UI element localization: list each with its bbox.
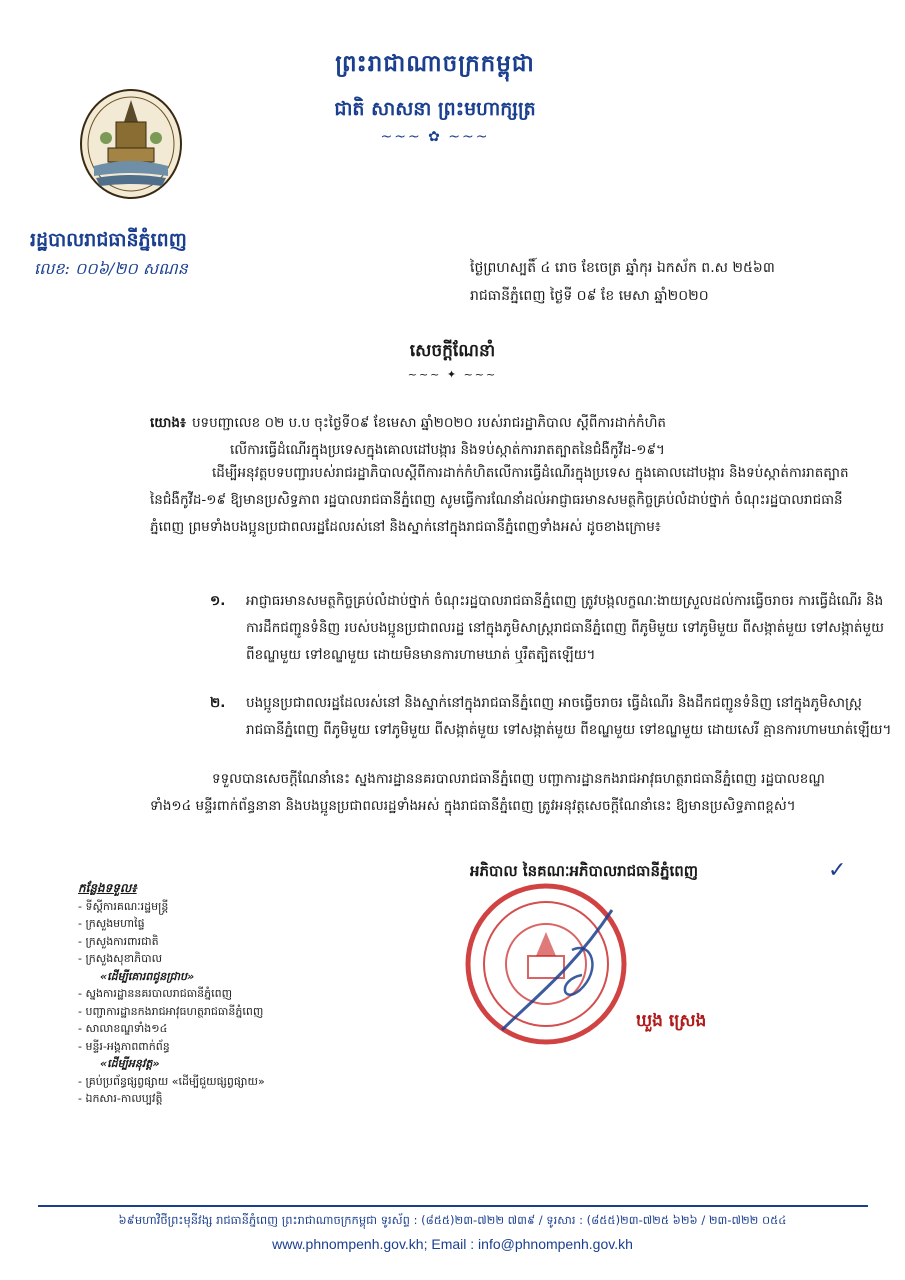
item-number: ២. [210,695,226,711]
item-text: បងប្អូនប្រជាពលរដ្ឋដែលរស់នៅ និងស្នាក់នៅក្នុងរាជធានីភ្នំពេញ អាចធ្វើចរាចរ ធ្វើដំណើរ និងដឹកជញ្ជូនទំនិញ នៅក្នុងភូមិសាស្ត្ររាជធានីភ្នំពេញ ពីភូមិមួយ ទៅភូមិមួយ ពីសង្កាត់មួយ ទៅសង្កាត់មួយ ពីខណ្ឌមួយ ទៅខណ្ឌមួយ ដោយសេរី គ្មានការហាមឃាត់ឡើយ។ [246,695,892,738]
national-motto: ជាតិ សាសនា ព្រះមហាក្សត្រ [334,98,536,120]
reference-number: លេខ: ០០៦/២០ សណន [34,259,188,278]
header-ornament: ~~~ ✿ ~~~ [380,129,490,145]
signature-mark: ✓ [828,858,847,883]
reference-label: យោង៖ [150,415,186,431]
item-text: អាជ្ញាធរមានសមត្ថកិច្ចគ្រប់លំដាប់ថ្នាក់ ចំណុះរដ្ឋបាលរាជធានីភ្នំពេញ ត្រូវបង្កលក្ខណៈងាយស្រួលដល់ការធ្វើចរាចរ ការធ្វើដំណើរ និងការដឹកជញ្ជូនទំនិញ របស់បងប្អូនប្រជាពលរដ្ឋ នៅក្នុងភូមិសាស្ត្ររាជធានីភ្នំពេញ ពីភូមិមួយ ទៅភូមិមួយ ពីសង្កាត់មួយ ទៅសង្កាត់មួយ ពីខណ្ឌមួយ ទៅខណ្ឌមួយ ដោយមិនមានការហាមឃាត់ ឬរឹតត្បិតឡើយ។ [246,593,884,663]
official-stamp-icon [462,880,630,1048]
solar-date: រាជធានីភ្នំពេញ ថ្ងៃទី ០៩ ខែ មេសា ឆ្នាំ២០២០ [470,288,709,304]
recipient-line: - ក្រសួងសុខាភិបាល [78,952,163,965]
recipient-line: - គ្រប់ប្រព័ន្ធផ្សព្វផ្សាយ «ដើម្បីជួយផ្សព្វផ្សាយ» [78,1074,265,1088]
signatory-title: អភិបាល នៃគណៈអភិបាលរាជធានីភ្នំពេញ [470,862,699,880]
footer-web: www.phnompenh.gov.kh; Email : info@phnompenh.gov.kh [272,1236,633,1252]
recipient-purpose: «ដើម្បីអនុវត្ត» [100,1057,160,1070]
recipient-line: - ទីស្តីការគណៈរដ្ឋមន្ត្រី [78,899,169,913]
closing-paragraph: ទទួលបានសេចក្តីណែនាំនេះ ស្នងការដ្ឋាននគរបាលរាជធានីភ្នំពេញ បញ្ជាការដ្ឋានកងរាជអាវុធហត្ថរាជធានីភ្នំពេញ រដ្ឋបាលខណ្ឌទាំង១៤ មន្ទីរពាក់ព័ន្ធនានា និងបងប្អូនប្រជាពលរដ្ឋទាំងអស់ ក្នុងរាជធានីភ្នំពេញ ត្រូវអនុវត្តសេចក្តីណែនាំនេះ ឱ្យមានប្រសិទ្ធភាពខ្ពស់។ [150,771,825,814]
reference-block [150,410,860,464]
recipient-purpose: «ដើម្បីគោរពជូនជ្រាប» [100,969,195,983]
reference-line-1: បទបញ្ជាលេខ ០២ ប.ប ចុះថ្ងៃទី០៩ ខែមេសា ឆ្នាំ២០២០ របស់រាជរដ្ឋាភិបាល ស្តីពីការដាក់កំហិត [191,415,667,431]
reference-line-2: លើការធ្វើដំណើរក្នុងប្រទេសក្នុងគោលដៅបង្ការ និងទប់ស្កាត់ការរាតត្បាតនៃជំងឺកូវីដ-១៩។ [230,442,665,458]
recipient-line: - មន្ទីរ-អង្គភាពពាក់ព័ន្ធ [78,1039,170,1053]
recipient-line: - សាលាខណ្ឌទាំង១៤ [78,1022,168,1035]
kingdom-title: ព្រះរាជាណាចក្រកម្ពុជា [335,51,535,77]
recipients-heading: កន្លែងទទួល៖ [78,881,137,895]
kingdom-header [250,50,620,145]
list-item [210,588,896,669]
signatory-name: ឃួង ស្រេង [636,1011,707,1031]
phnom-penh-emblem-icon [76,86,186,204]
list-item [210,690,896,744]
issuer-name: រដ្ឋបាលរាជធានីភ្នំពេញ [30,229,187,251]
recipients-list [78,880,265,1108]
item-number: ១. [210,593,226,609]
recipient-line: - ក្រសួងការពារជាតិ [78,934,159,948]
lunar-date: ថ្ងៃព្រហស្បតិ៍ ៤ រោច ខែចេត្រ ឆ្នាំកុរ ឯកស័ក ព.ស ២៥៦៣ [470,260,775,276]
recipient-line: - ស្នងការដ្ឋាននគរបាលរាជធានីភ្នំពេញ [78,987,233,1000]
footer-divider [38,1205,868,1207]
title-ornament: ~~~ ✦ ~~~ [407,368,498,381]
intro-paragraph: ដើម្បីអនុវត្តបទបញ្ជារបស់រាជរដ្ឋាភិបាលស្តីពីការដាក់កំហិតលើការធ្វើដំណើរក្នុងប្រទេស ក្នុងគោលដៅបង្ការ និងទប់ស្កាត់ការរាតត្បាតនៃជំងឺកូវីដ-១៩ ឱ្យមានប្រសិទ្ធភាព រដ្ឋបាលរាជធានីភ្នំពេញ សូមធ្វើការណែនាំដល់អាជ្ញាធរមានសមត្ថកិច្ចគ្រប់លំដាប់ថ្នាក់ ចំណុះរដ្ឋបាលរាជធានីភ្នំពេញ ព្រមទាំងបងប្អូនប្រជាពលរដ្ឋដែលរស់នៅ និងស្នាក់នៅក្នុងរាជធានីភ្នំពេញទាំងអស់ ដូចខាងក្រោម៖ [150,465,849,535]
recipient-line: - ឯកសារ-កាលប្បវត្តិ [78,1092,163,1105]
document-title: សេចក្តីណែនាំ [409,341,496,361]
recipient-line: - ក្រសួងមហាផ្ទៃ [78,917,145,930]
footer-address: ៦៩មហាវិថីព្រះមុនីវង្ស រាជធានីភ្នំពេញ ព្រះរាជាណាចក្រកម្ពុជា ទូរស័ព្ទ : (៨៥៥)២៣-៧២២ ៧៣៩ / ទូរសារ : (៨៥៥)២៣-៧២៥ ៦២៦ / ២៣-៧២២ ០៥៤ [118,1213,787,1227]
recipient-line: - បញ្ជាការដ្ឋានកងរាជអាវុធហត្ថរាជធានីភ្នំពេញ [78,1004,264,1018]
